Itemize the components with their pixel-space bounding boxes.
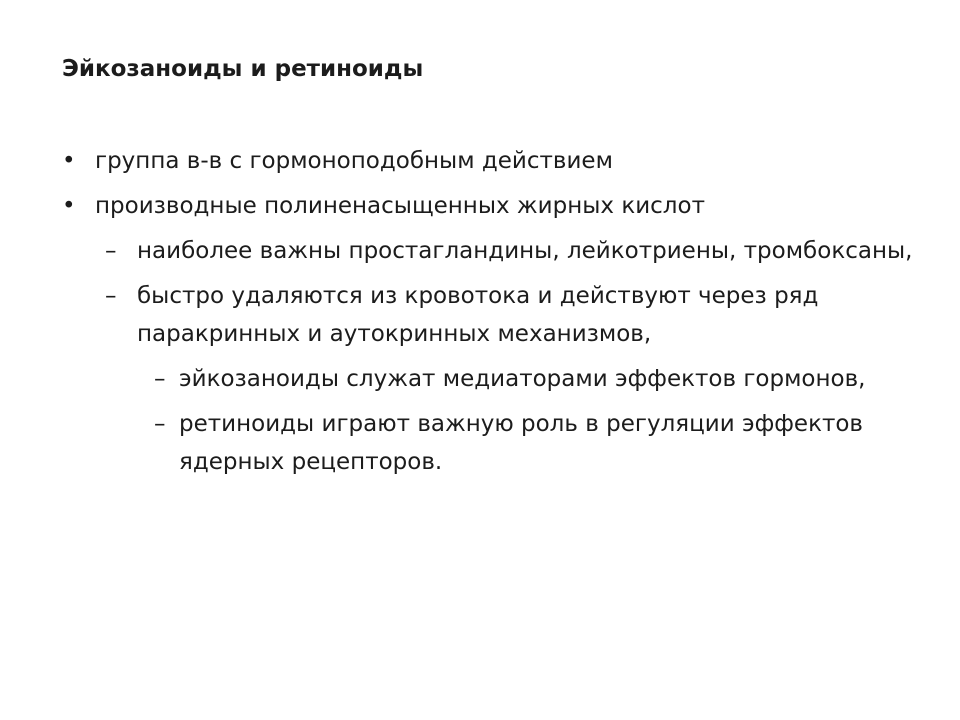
dash-icon: – (105, 283, 117, 309)
bullet-item (62, 187, 922, 225)
bullet-icon: • (62, 193, 76, 219)
sub-bullet-item (62, 232, 922, 270)
sub-bullet-text: наиболее важны простагландины, лейкотриены, тромбоксаны, (137, 238, 913, 264)
slide-title: Эйкозаноиды и ретиноиды (62, 56, 424, 82)
sub-sub-bullet-item (62, 405, 922, 481)
dash-icon: – (154, 366, 166, 392)
sub-sub-bullet-text: эйкозаноиды служат медиаторами эффектов гормонов, (179, 366, 866, 392)
dash-icon: – (154, 411, 166, 437)
bullet-item (62, 142, 922, 180)
slide-content (62, 142, 922, 488)
sub-sub-bullet-item (62, 360, 922, 398)
dash-icon: – (105, 238, 117, 264)
sub-sub-bullet-text: ретиноиды играют важную роль в регуляции эффектов ядерных рецепторов. (179, 411, 863, 475)
bullet-text: группа в-в с гормоноподобным действием (95, 148, 613, 174)
sub-bullet-text: быстро удаляются из кровотока и действуют через ряд паракринных и аутокринных механизмов, (137, 283, 819, 347)
sub-bullet-item (62, 277, 922, 353)
bullet-text: производные полиненасыщенных жирных кислот (95, 193, 705, 219)
bullet-icon: • (62, 148, 76, 174)
